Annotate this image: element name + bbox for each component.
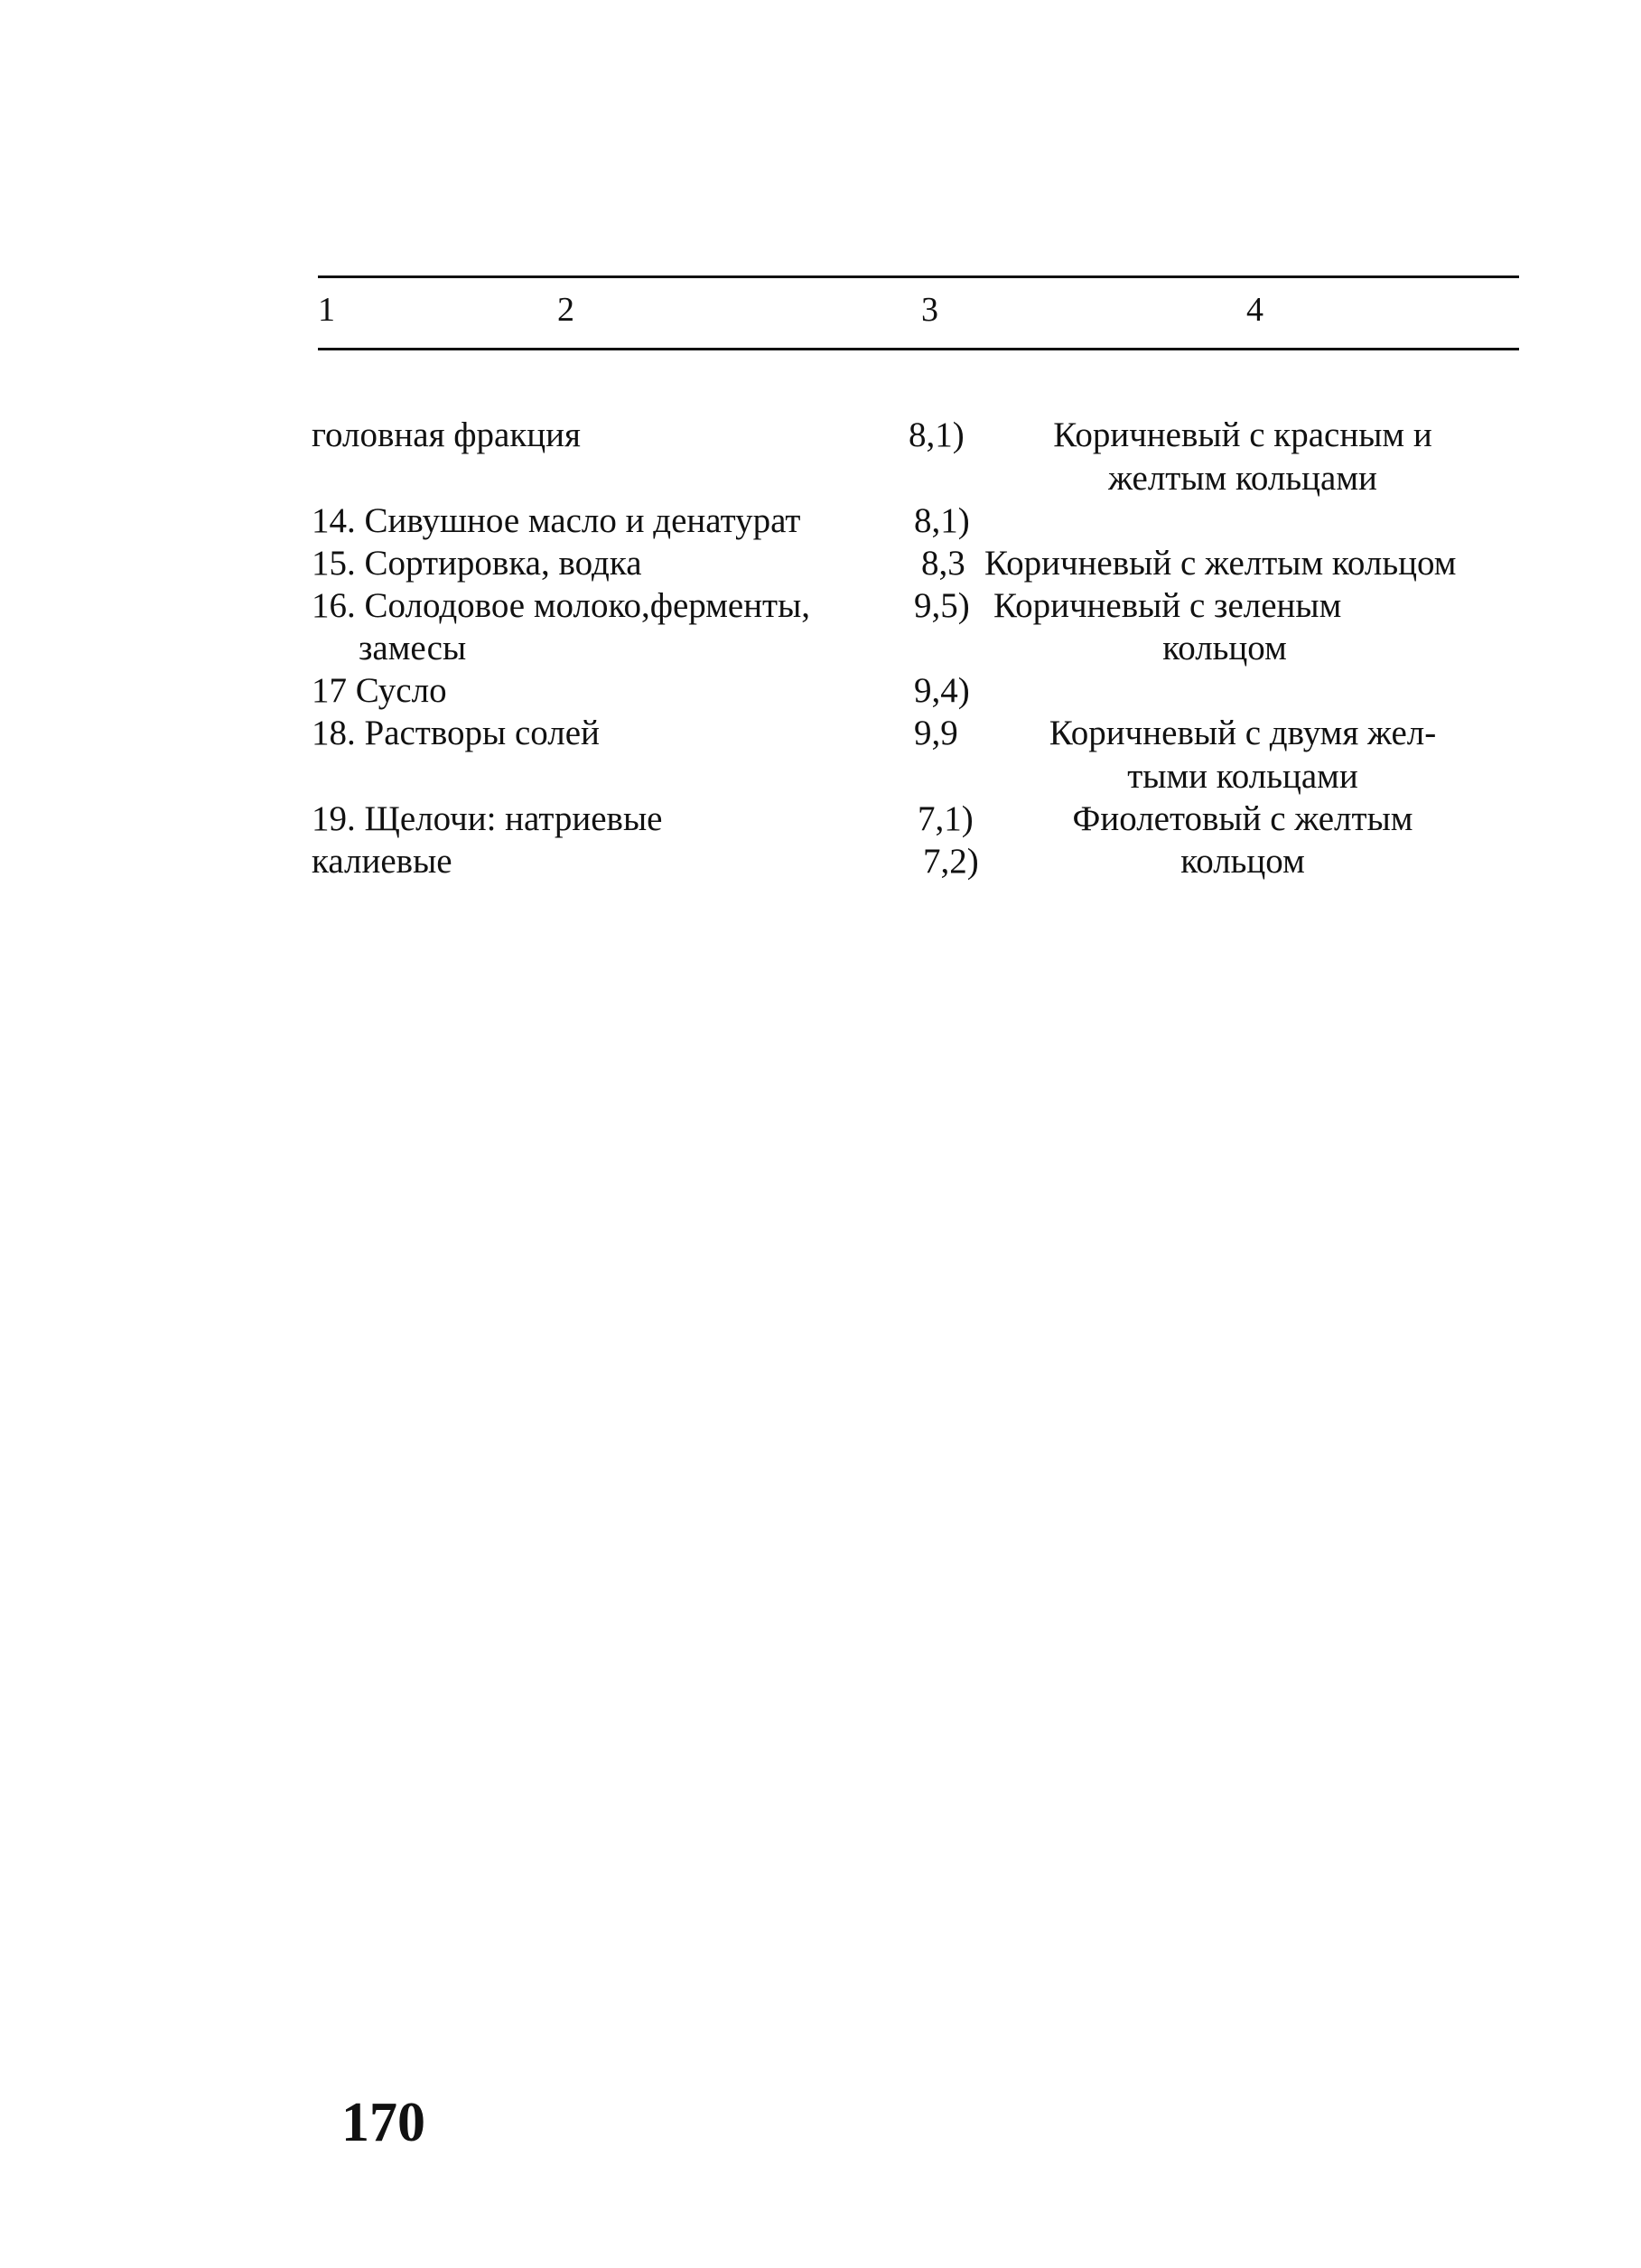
table-row-color: тыми кольцами bbox=[1127, 757, 1358, 796]
table-row-value: 7,1) bbox=[918, 799, 974, 838]
table-row-value: 9,9 bbox=[914, 714, 958, 752]
column-number-3: 3 bbox=[921, 291, 938, 329]
table-row-name: 16. Солодовое молоко,ферменты, bbox=[312, 586, 811, 625]
table-row-name: головная фракция bbox=[312, 415, 581, 454]
column-number-1: 1 bbox=[318, 291, 335, 329]
table-row-value: 8,1) bbox=[909, 415, 965, 454]
table-top-rule bbox=[318, 275, 1519, 278]
table-row-name: 18. Растворы солей bbox=[312, 714, 600, 752]
table-row-color: кольцом bbox=[1162, 629, 1287, 667]
table-row-name: калиевые bbox=[312, 842, 452, 881]
table-row-color: Фиолетовый с желтым bbox=[1072, 799, 1413, 838]
table-row-color: Коричневый с желтым кольцом bbox=[984, 544, 1457, 583]
table-row-color: Коричневый с двумя жел- bbox=[1049, 714, 1437, 752]
table-row-value: 8,3 bbox=[921, 544, 965, 583]
table-row-color: Коричневый с зеленым bbox=[993, 586, 1342, 625]
table-row-color: Коричневый с красным и bbox=[1053, 415, 1432, 454]
table-row-value: 9,5) bbox=[914, 586, 970, 625]
table-row-color: желтым кольцами bbox=[1108, 459, 1377, 498]
table-row-value: 7,2) bbox=[923, 842, 979, 881]
page-number: 170 bbox=[341, 2092, 425, 2153]
table-row-value: 8,1) bbox=[914, 501, 970, 540]
column-number-4: 4 bbox=[1246, 291, 1263, 329]
table-row-name: замесы bbox=[359, 629, 467, 667]
table-header-rule bbox=[318, 348, 1519, 350]
table-row-color: кольцом bbox=[1180, 842, 1305, 881]
table-row-value: 9,4) bbox=[914, 671, 970, 710]
table-row-name: 19. Щелочи: натриевые bbox=[312, 799, 663, 838]
table-row-name: 17 Сусло bbox=[312, 671, 447, 710]
column-number-2: 2 bbox=[557, 291, 574, 329]
table-row-name: 15. Сортировка, водка bbox=[312, 544, 642, 583]
table-row-name: 14. Сивушное масло и денатурат bbox=[312, 501, 801, 540]
